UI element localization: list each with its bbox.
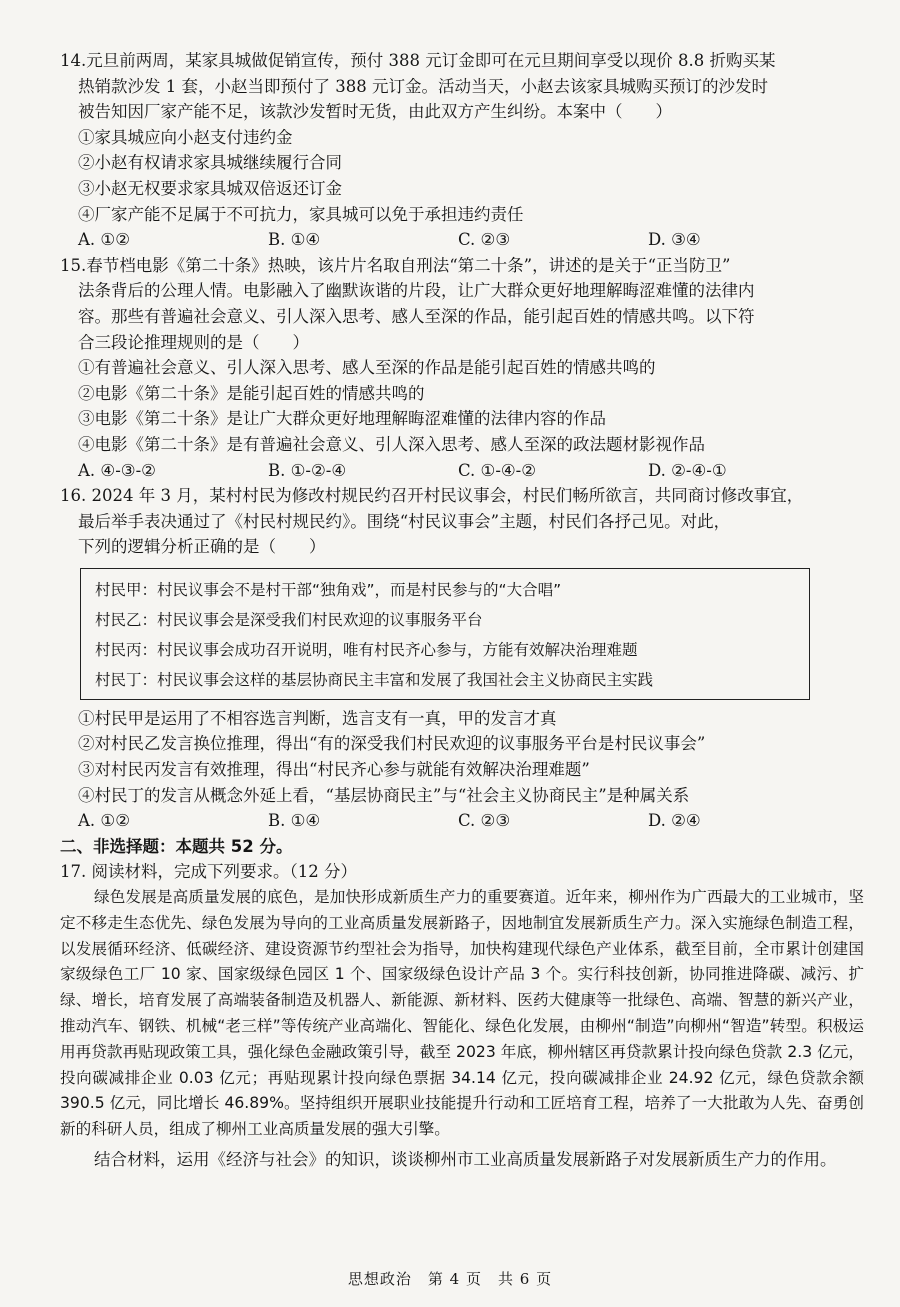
villager-quote: 村民乙：村民议事会是深受我们村民欢迎的议事服务平台 (95, 610, 483, 629)
question-stem-line: 被告知因厂家产能不足，该款沙发暂时无货，由此双方产生纠纷。本案中（ ） (78, 102, 672, 122)
option-b: B. ①④ (268, 811, 321, 831)
statement-item: ①有普遍社会意义、引人深入思考、感人至深的作品是能引起百姓的情感共鸣的 (78, 358, 656, 378)
statement-item: ②对村民乙发言换位推理，得出“有的深受我们村民欢迎的议事服务平台是村民议事会” (78, 734, 706, 754)
question-stem-line: 最后举手表决通过了《村民村规民约》。围绕“村民议事会”主题，村民们各抒己见。对此， (78, 511, 731, 531)
page-footer: 思想政治 第 4 页 共 6 页 (347, 1270, 553, 1288)
option-c: C. ①-④-② (458, 460, 537, 480)
question-stem-line: 下列的逻辑分析正确的是（ ） (78, 537, 326, 557)
question-stem-line: 法条背后的公理人情。电影融入了幽默诙谐的片段，让广大群众更好地理解晦涩难懂的法律内 (78, 281, 755, 301)
question-stem-line: 14.元旦前两周，某家具城做促销宣传，预付 388 元订金即可在元旦期间享受以现价 8.8 折购买某 (60, 51, 776, 70)
option-d: D. ②④ (648, 811, 701, 831)
question-stem-line: 容。那些有普遍社会意义、引人深入思考、感人至深的作品，能引起百姓的情感共鸣。以下符 (78, 306, 755, 326)
statement-item: ④厂家产能不足属于不可抗力，家具城可以免于承担违约责任 (78, 204, 524, 224)
question-stem-line: 合三段论推理规则的是（ ） (78, 332, 309, 352)
option-c: C. ②③ (458, 230, 511, 250)
villager-quote: 村民丁：村民议事会这样的基层协商民主丰富和发展了我国社会主义协商民主实践 (95, 670, 654, 689)
statement-item: ④村民丁的发言从概念外延上看，“基层协商民主”与“社会主义协商民主”是种属关系 (78, 785, 690, 805)
statement-item: ④电影《第二十条》是有普遍社会意义、引人深入思考、感人至深的政法题材影视作品 (78, 434, 705, 454)
option-a: A. ④-③-② (78, 460, 156, 480)
statement-item: ③小赵无权要求家具城双倍返还订金 (78, 178, 342, 198)
option-a: A. ①② (78, 811, 130, 831)
option-b: B. ①-②-④ (268, 460, 347, 480)
question-16 (60, 483, 864, 834)
statement-item: ③电影《第二十条》是让广大群众更好地理解晦涩难懂的法律内容的作品 (78, 409, 606, 429)
section-heading: 二、非选择题：本题共 52 分。 (60, 836, 293, 856)
question-title: 17. 阅读材料，完成下列要求。（12 分） (60, 862, 357, 882)
question-14 (60, 48, 864, 253)
villager-quote: 村民甲：村民议事会不是村干部“独角戏”，而是村民参与的“大合唱” (95, 580, 562, 599)
option-c: C. ②③ (458, 811, 511, 831)
statement-item: ②小赵有权请求家具城继续履行合同 (78, 153, 342, 173)
answer-options (60, 808, 864, 834)
question-stem-line: 15.春节档电影《第二十条》热映，该片片名取自刑法“第二十条”，讲述的是关于“正当防卫” (60, 255, 731, 275)
question-task: 结合材料，运用《经济与社会》的知识，谈谈柳州市工业高质量发展新路子对发展新质生产力的作用。 (94, 1150, 837, 1169)
question-17 (60, 859, 864, 1173)
statement-item: ③对村民丙发言有效推理，得出“村民齐心参与就能有效解决治理难题” (78, 760, 590, 780)
answer-options (60, 458, 864, 484)
question-15 (60, 253, 864, 483)
villager-quotes-box (80, 568, 810, 700)
statement-item: ①家具城应向小赵支付违约金 (78, 127, 293, 147)
answer-options (60, 227, 864, 253)
question-stem-line: 16. 2024 年 3 月，某村村民为修改村规民约召开村民议事会，村民们畅所欲言，共同商讨修改事宜， (60, 486, 804, 506)
option-d: D. ②-④-① (648, 460, 727, 480)
option-d: D. ③④ (648, 230, 701, 250)
option-a: A. ①② (78, 230, 130, 250)
statement-item: ②电影《第二十条》是能引起百姓的情感共鸣的 (78, 383, 425, 403)
option-b: B. ①④ (268, 230, 321, 250)
reading-material: 绿色发展是高质量发展的底色，是加快形成新质生产力的重要赛道。近年来，柳州作为广西最大的工业城市，坚定不移走生态优先、绿色发展为导向的工业高质量发展新路子，因地制宜发展新质生产力。深入实施绿色制造工程，以发展循环经济、低碳经济、建设资源节约型社会为指导，加快构建现代绿色产业体系，截至目前，全市累计创建国家级绿色工厂 10 家、国家级绿色园区 1 个、国家级绿色设计产品 3 个。实行科技创新，协同推进降碳、减污、扩绿、增长，培育发展了高端装备制造及机器人、新能源、新材料、医药大健康等一批绿色、高端、智慧的新兴产业，推动汽车、钢铁、机械“老三样”等传统产业高端化、智能化、绿色化发展，由柳州“制造”向柳州“智造”转型。积极运用再贷款再贴现政策工具，强化绿色金融政策引导，截至 2023 年底，柳州辖区再贷款累计投向绿色贷款 2.3 亿元，投向碳减排企业 0.03 亿元；再贴现累计投向绿色票据 34.14 亿元，投向碳减排企业 24.92 亿元，绿色贷款余额 390.5 亿元，同比增长 46.89%。坚持组织开展职业技能提升行动和工匠培育工程，培养了一大批敢为人先、奋勇创新的科研人员，组成了柳州工业高质量发展的强大引擎。 (60, 888, 864, 1139)
villager-quote: 村民丙：村民议事会成功召开说明，唯有村民齐心参与，方能有效解决治理难题 (95, 640, 638, 659)
statement-item: ①村民甲是运用了不相容选言判断，选言支有一真，甲的发言才真 (78, 708, 557, 728)
question-stem-line: 热销款沙发 1 套，小赵当即预付了 388 元订金。活动当天，小赵去该家具城购买预订的沙发时 (78, 76, 768, 96)
